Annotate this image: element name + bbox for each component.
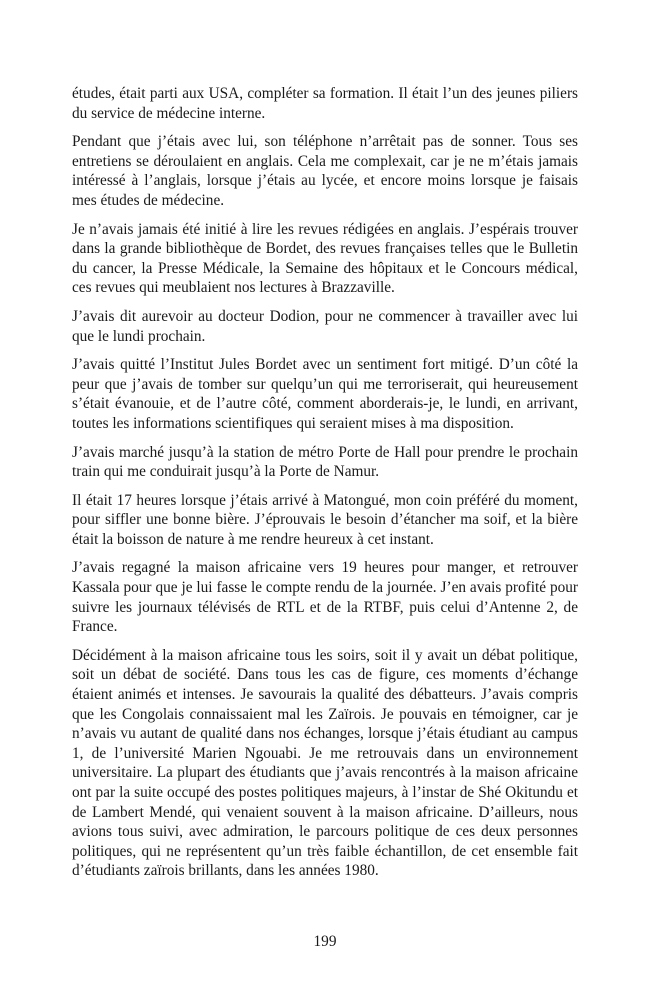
paragraph-1: études, était parti aux USA, compléter sa formation. Il était l’un des jeunes piliers du service de médecine interne.	[72, 85, 578, 122]
paragraph-2: Pendant que j’étais avec lui, son téléphone n’arrêtait pas de sonner. Tous ses entretiens se déroulaient en anglais. Cela me complexait, car je ne m’étais jamais intéressé à l’anglais, lorsque j’étais au lycée, et encore moins lorsque je faisais mes études de médecine.	[72, 133, 578, 209]
paragraph-5: J’avais quitté l’Institut Jules Bordet avec un sentiment fort mitigé. D’un côté la peur que j’avais de tomber sur quelqu’un qui me terroriserait, qui heureusement s’était évanouie, et de l’autre côté, comment aborderais-je, le lundi, en arrivant, toutes les informations scientifiques qui seraient mises à ma disposition.	[72, 356, 578, 432]
page-number: 199	[313, 933, 337, 950]
paragraph-8: J’avais regagné la maison africaine vers 19 heures pour manger, et retrouver Kassala pour que je lui fasse le compte rendu de la journée. J’en avais profité pour suivre les journaux télévisés de RTL et de la RTBF, puis celui d’Antenne 2, de France.	[72, 559, 578, 636]
paragraph-9: Décidément à la maison africaine tous les soirs, soit il y avait un débat politique, soit un débat de société. Dans tous les cas de figure, ces moments d’échange étaient animés et intenses. Je savourais la qualité des débatteurs. J’avais compris que les Congolais connaissaient mal les Zaïrois. Je pouvais en témoigner, car je n’avais vu autant de qualité dans nos échanges, lorsque j’étais étudiant au campus 1, de l’université Marien Ngouabi. Je me retrouvais dans un environnement universitaire. La plupart des étudiants que j’avais rencontrés à la maison africaine ont par la suite occupé des postes politiques majeurs, à l’instar de Shé Okitundu et de Lambert Mendé, qui venaient souvent à la maison africaine. D’ailleurs, nous avions tous suivi, avec admiration, le parcours politique de ces deux personnes politiques, qui ne représentent qu’un très faible échantillon, de cet ensemble fait d’étudiants zaïrois brillants, dans les années 1980.	[72, 646, 578, 880]
paragraph-6: J’avais marché jusqu’à la station de métro Porte de Hall pour prendre le prochain train qui me conduirait jusqu’à la Porte de Namur.	[72, 443, 578, 481]
paragraph-7: Il était 17 heures lorsque j’étais arrivé à Matongué, mon coin préféré du moment, pour siffler une bonne bière. J’éprouvais le besoin d’étancher ma soif, et la bière était la boisson de nature à me rendre heureux à cet instant.	[72, 491, 578, 548]
paragraph-3: Je n’avais jamais été initié à lire les revues rédigées en anglais. J’espérais trouver dans la grande bibliothèque de Bordet, des revues françaises telles que le Bulletin du cancer, la Presse Médicale, la Semaine des hôpitaux et le Concours médical, ces revues qui meublaient nos lectures à Brazzaville.	[72, 220, 578, 297]
page-body	[72, 84, 578, 890]
paragraph-4: J’avais dit aurevoir au docteur Dodion, pour ne commencer à travailler avec lui que le lundi prochain.	[72, 307, 578, 345]
